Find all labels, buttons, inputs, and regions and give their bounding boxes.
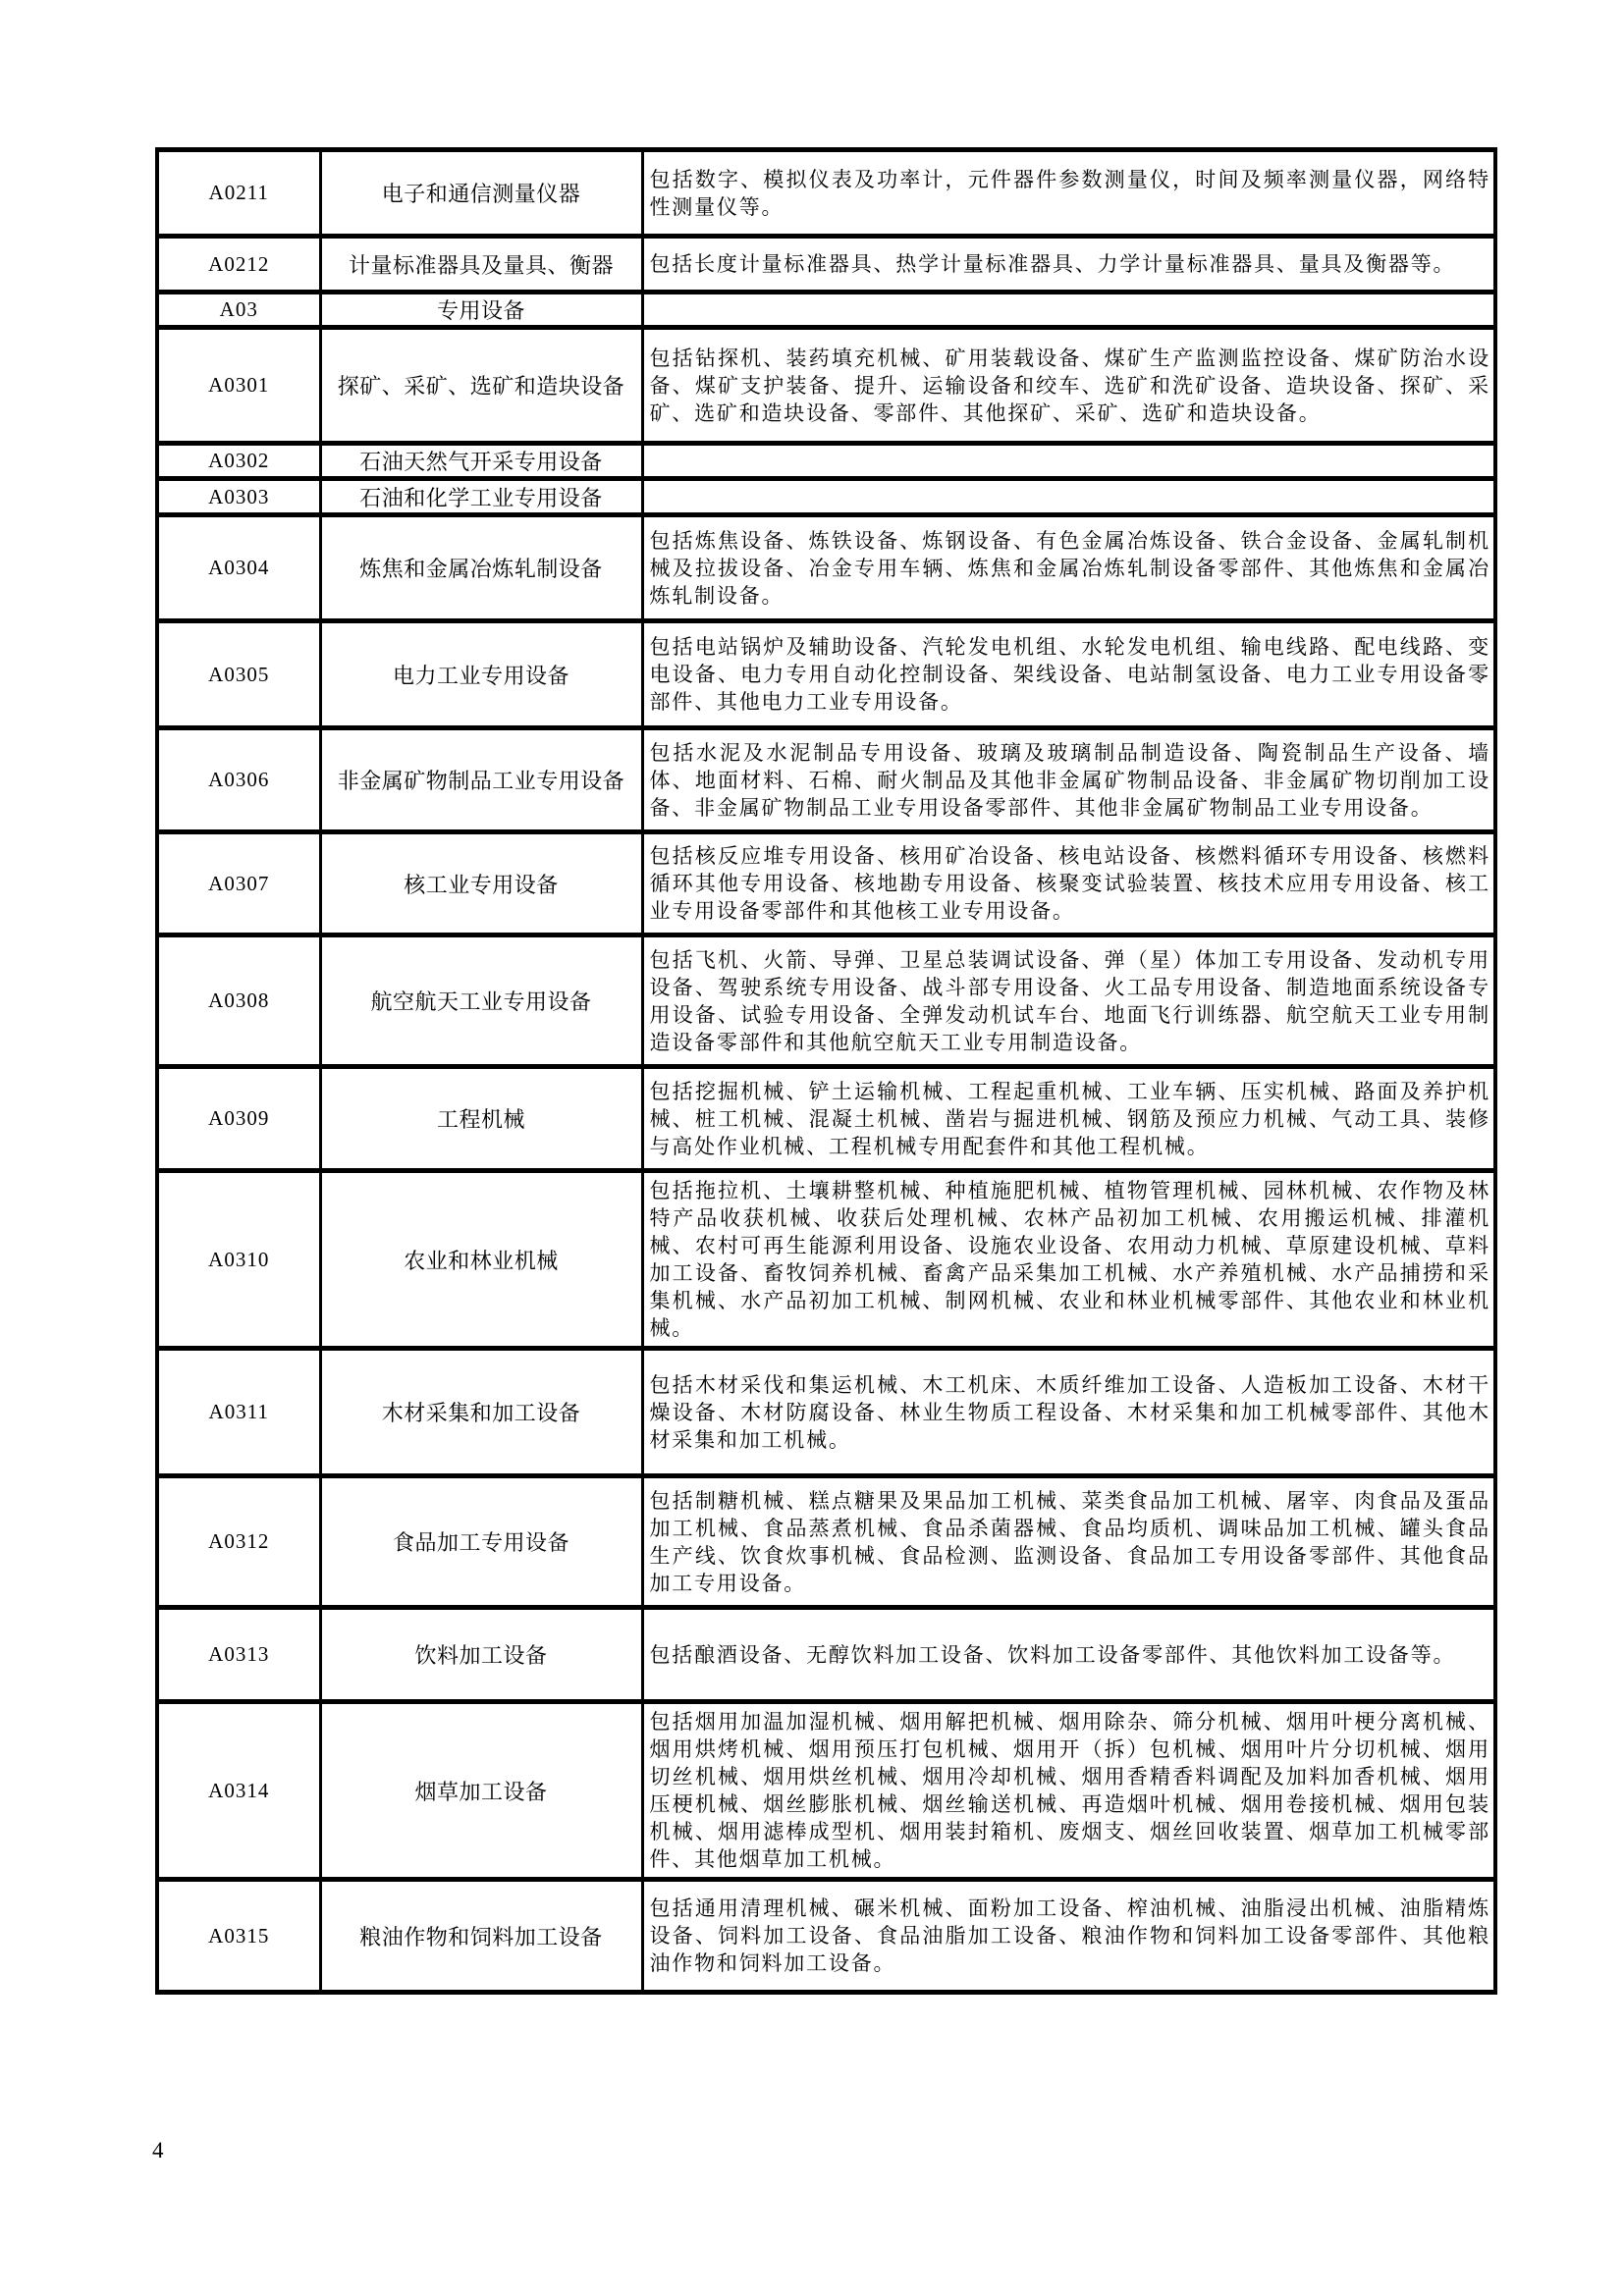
name-cell: 电子和通信测量仪器 bbox=[320, 150, 642, 237]
desc-cell: 包括数字、模拟仪表及功率计，元件器件参数测量仪，时间及频率测量仪器，网络特性测量仪等。 bbox=[642, 150, 1495, 237]
desc-cell: 包括烟用加温加湿机械、烟用解把机械、烟用除杂、筛分机械、烟用叶梗分离机械、烟用烘烤机械、烟用预压打包机械、烟用开（拆）包机械、烟用叶片分切机械、烟用切丝机械、烟用烘丝机械、烟用冷却机械、烟用香精香料调配及加料加香机械、烟用压梗机械、烟丝膨胀机械、烟丝输送机械、再造烟叶机械、烟用卷接机械、烟用包装机械、烟用滤棒成型机、烟用装封箱机、废烟支、烟丝回收装置、烟草加工机械零部件、其他烟草加工机械。 bbox=[642, 1702, 1495, 1880]
desc-cell: 包括酿酒设备、无醇饮料加工设备、饮料加工设备零部件、其他饮料加工设备等。 bbox=[642, 1608, 1495, 1702]
table-row bbox=[157, 1880, 1495, 1993]
desc-cell: 包括电站锅炉及辅助设备、汽轮发电机组、水轮发电机组、输电线路、配电线路、变电设备、电力专用自动化控制设备、架线设备、电站制氢设备、电力工业专用设备零部件、其他电力工业专用设备。 bbox=[642, 621, 1495, 728]
page-number: 4 bbox=[152, 2138, 164, 2163]
code-cell: A03 bbox=[157, 293, 320, 328]
code-cell: A0302 bbox=[157, 444, 320, 479]
desc-cell: 包括钻探机、装药填充机械、矿用装载设备、煤矿生产监测监控设备、煤矿防治水设备、煤矿支护装备、提升、运输设备和绞车、选矿和洗矿设备、造块设备、探矿、采矿、选矿和造块设备、零部件、其他探矿、采矿、选矿和造块设备。 bbox=[642, 328, 1495, 444]
table-row bbox=[157, 935, 1495, 1067]
desc-cell bbox=[642, 479, 1495, 515]
name-cell: 饮料加工设备 bbox=[320, 1608, 642, 1702]
name-cell: 农业和林业机械 bbox=[320, 1171, 642, 1349]
name-cell: 石油天然气开采专用设备 bbox=[320, 444, 642, 479]
name-cell: 航空航天工业专用设备 bbox=[320, 935, 642, 1067]
table-row bbox=[157, 328, 1495, 444]
table-row bbox=[157, 1171, 1495, 1349]
desc-cell: 包括飞机、火箭、导弹、卫星总装调试设备、弹（星）体加工专用设备、发动机专用设备、驾驶系统专用设备、战斗部专用设备、火工品专用设备、制造地面系统设备专用设备、试验专用设备、全弹发动机试车台、地面飞行训练器、航空航天工业专用制造设备零部件和其他航空航天工业专用制造设备。 bbox=[642, 935, 1495, 1067]
code-cell: A0306 bbox=[157, 728, 320, 832]
desc-cell: 包括制糖机械、糕点糖果及果品加工机械、菜类食品加工机械、屠宰、肉食品及蛋品加工机械、食品蒸煮机械、食品杀菌器械、食品均质机、调味品加工机械、罐头食品生产线、饮食炊事机械、食品检测、监测设备、食品加工专用设备零部件、其他食品加工专用设备。 bbox=[642, 1476, 1495, 1608]
code-cell: A0304 bbox=[157, 515, 320, 621]
table-row bbox=[157, 444, 1495, 479]
code-cell: A0314 bbox=[157, 1702, 320, 1880]
code-cell: A0305 bbox=[157, 621, 320, 728]
code-cell: A0303 bbox=[157, 479, 320, 515]
table-row bbox=[157, 728, 1495, 832]
name-cell: 核工业专用设备 bbox=[320, 832, 642, 935]
name-cell: 探矿、采矿、选矿和造块设备 bbox=[320, 328, 642, 444]
desc-cell: 包括拖拉机、土壤耕整机械、种植施肥机械、植物管理机械、园林机械、农作物及林特产品收获机械、收获后处理机械、农林产品初加工机械、农用搬运机械、排灌机械、农村可再生能源利用设备、设施农业设备、农用动力机械、草原建设机械、草料加工设备、畜牧饲养机械、畜禽产品采集加工机械、水产养殖机械、水产品捕捞和采集机械、水产品初加工机械、制网机械、农业和林业机械零部件、其他农业和林业机械。 bbox=[642, 1171, 1495, 1349]
desc-cell: 包括长度计量标准器具、热学计量标准器具、力学计量标准器具、量具及衡器等。 bbox=[642, 237, 1495, 293]
classification-table bbox=[155, 147, 1497, 1995]
code-cell: A0308 bbox=[157, 935, 320, 1067]
classification-table-body bbox=[157, 150, 1495, 1993]
table-row bbox=[157, 515, 1495, 621]
desc-cell bbox=[642, 444, 1495, 479]
code-cell: A0309 bbox=[157, 1067, 320, 1171]
name-cell: 炼焦和金属冶炼轧制设备 bbox=[320, 515, 642, 621]
code-cell: A0311 bbox=[157, 1349, 320, 1476]
desc-cell bbox=[642, 293, 1495, 328]
name-cell: 工程机械 bbox=[320, 1067, 642, 1171]
table-row bbox=[157, 1702, 1495, 1880]
name-cell: 专用设备 bbox=[320, 293, 642, 328]
code-cell: A0211 bbox=[157, 150, 320, 237]
desc-cell: 包括木材采伐和集运机械、木工机床、木质纤维加工设备、人造板加工设备、木材干燥设备、木材防腐设备、林业生物质工程设备、木材采集和加工机械零部件、其他木材采集和加工机械。 bbox=[642, 1349, 1495, 1476]
code-cell: A0313 bbox=[157, 1608, 320, 1702]
table-row bbox=[157, 150, 1495, 237]
code-cell: A0315 bbox=[157, 1880, 320, 1993]
desc-cell: 包括水泥及水泥制品专用设备、玻璃及玻璃制品制造设备、陶瓷制品生产设备、墙体、地面材料、石棉、耐火制品及其他非金属矿物制品设备、非金属矿物切削加工设备、非金属矿物制品工业专用设备零部件、其他非金属矿物制品工业专用设备。 bbox=[642, 728, 1495, 832]
name-cell: 食品加工专用设备 bbox=[320, 1476, 642, 1608]
code-cell: A0301 bbox=[157, 328, 320, 444]
desc-cell: 包括通用清理机械、碾米机械、面粉加工设备、榨油机械、油脂浸出机械、油脂精炼设备、饲料加工设备、食品油脂加工设备、粮油作物和饲料加工设备零部件、其他粮油作物和饲料加工设备。 bbox=[642, 1880, 1495, 1993]
table-row bbox=[157, 621, 1495, 728]
table-row bbox=[157, 1476, 1495, 1608]
code-cell: A0307 bbox=[157, 832, 320, 935]
desc-cell: 包括挖掘机械、铲土运输机械、工程起重机械、工业车辆、压实机械、路面及养护机械、桩工机械、混凝土机械、凿岩与掘进机械、钢筋及预应力机械、气动工具、装修与高处作业机械、工程机械专用配套件和其他工程机械。 bbox=[642, 1067, 1495, 1171]
table-row bbox=[157, 293, 1495, 328]
table-row bbox=[157, 1608, 1495, 1702]
name-cell: 非金属矿物制品工业专用设备 bbox=[320, 728, 642, 832]
code-cell: A0212 bbox=[157, 237, 320, 293]
name-cell: 石油和化学工业专用设备 bbox=[320, 479, 642, 515]
table-row bbox=[157, 479, 1495, 515]
table-row bbox=[157, 832, 1495, 935]
name-cell: 烟草加工设备 bbox=[320, 1702, 642, 1880]
code-cell: A0310 bbox=[157, 1171, 320, 1349]
table-row bbox=[157, 1067, 1495, 1171]
name-cell: 电力工业专用设备 bbox=[320, 621, 642, 728]
desc-cell: 包括炼焦设备、炼铁设备、炼钢设备、有色金属冶炼设备、铁合金设备、金属轧制机械及拉拔设备、冶金专用车辆、炼焦和金属冶炼轧制设备零部件、其他炼焦和金属冶炼轧制设备。 bbox=[642, 515, 1495, 621]
name-cell: 木材采集和加工设备 bbox=[320, 1349, 642, 1476]
classification-table-wrap bbox=[155, 147, 1497, 1995]
table-row bbox=[157, 1349, 1495, 1476]
desc-cell: 包括核反应堆专用设备、核用矿冶设备、核电站设备、核燃料循环专用设备、核燃料循环其他专用设备、核地勘专用设备、核聚变试验装置、核技术应用专用设备、核工业专用设备零部件和其他核工业专用设备。 bbox=[642, 832, 1495, 935]
name-cell: 计量标准器具及量具、衡器 bbox=[320, 237, 642, 293]
name-cell: 粮油作物和饲料加工设备 bbox=[320, 1880, 642, 1993]
code-cell: A0312 bbox=[157, 1476, 320, 1608]
table-row bbox=[157, 237, 1495, 293]
